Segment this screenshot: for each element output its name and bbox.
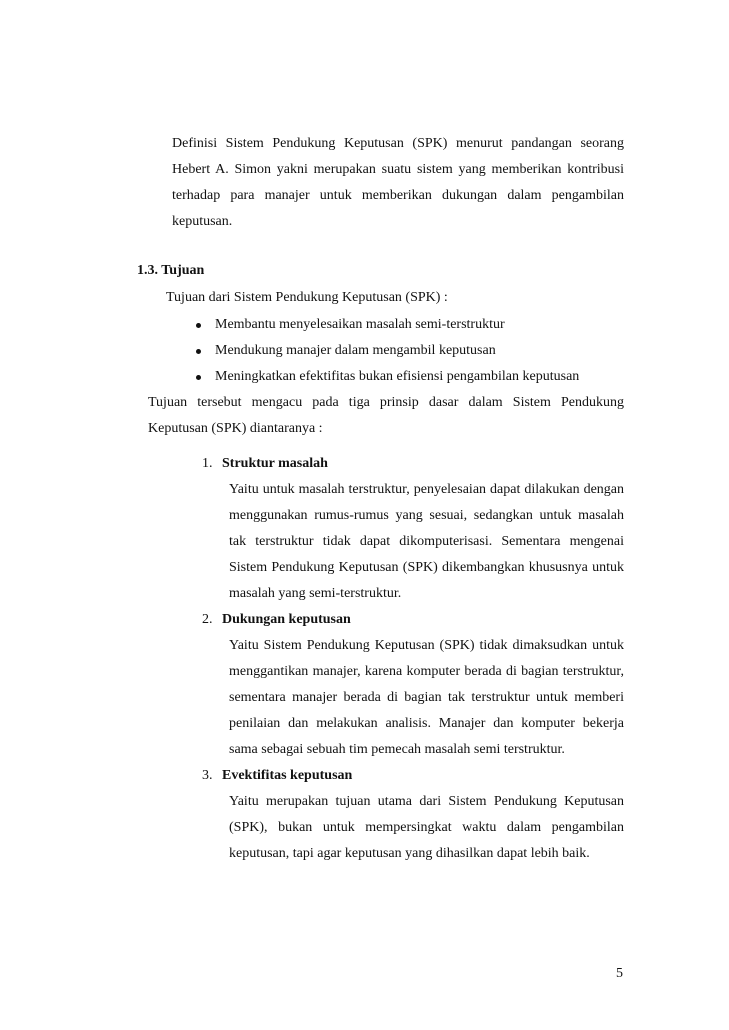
principle-body: Yaitu untuk masalah terstruktur, penyelesaian dapat dilakukan dengan menggunakan rumus-rumus yang sesuai, sedangkan untuk masalah tak terstruktur tidak dapat dikomputerisasi. Sementara mengenai Sistem Pendukung Keputusan (SPK) dikembangkan khususnya untuk masalah yang semi-terstruktur. xyxy=(229,482,624,601)
intro-paragraph: Definisi Sistem Pendukung Keputusan (SPK) menurut pandangan seorang Hebert A. Simon yakni merupakan suatu sistem yang memberikan kontribusi terhadap para manajer untuk memberikan dukungan dalam pengambilan keputusan. xyxy=(172,136,624,229)
bullet-icon xyxy=(196,375,201,380)
principles-list xyxy=(0,451,729,867)
principle-item xyxy=(0,607,729,763)
principle-body: Yaitu merupakan tujuan utama dari Sistem Pendukung Keputusan (SPK), bukan untuk mempersingkat waktu dalam pengambilan keputusan, tapi agar keputusan yang dihasilkan dapat lebih baik. xyxy=(229,794,624,861)
section-intro: Tujuan dari Sistem Pendukung Keputusan (SPK) : xyxy=(166,290,448,305)
principle-item xyxy=(0,763,729,867)
page-number: 5 xyxy=(616,966,623,981)
principle-title: Dukungan keputusan xyxy=(222,612,351,627)
list-marker: 1. xyxy=(202,456,213,471)
bullet-icon xyxy=(196,349,201,354)
principle-item xyxy=(0,451,729,607)
bullet-text: Meningkatkan efektifitas bukan efisiensi pengambilan keputusan xyxy=(215,369,580,384)
list-marker: 2. xyxy=(202,612,213,627)
principle-body: Yaitu Sistem Pendukung Keputusan (SPK) tidak dimaksudkan untuk menggantikan manajer, karena komputer berada di bagian terstruktur, sementara manajer berada di bagian tak terstruktur untuk memberi penilaian dan melakukan analisis. Manajer dan komputer bekerja sama sebagai sebuah tim pemecah masalah semi terstruktur. xyxy=(229,638,624,757)
section-heading: 1.3. Tujuan xyxy=(137,263,205,278)
principles-paragraph: Tujuan tersebut mengacu pada tiga prinsip dasar dalam Sistem Pendukung Keputusan (SPK) diantaranya : xyxy=(148,395,624,436)
principle-title: Evektifitas keputusan xyxy=(222,768,353,783)
bullet-text: Membantu menyelesaikan masalah semi-terstruktur xyxy=(215,317,505,332)
principle-title: Struktur masalah xyxy=(222,456,328,471)
list-marker: 3. xyxy=(202,768,213,783)
bullet-text: Mendukung manajer dalam mengambil keputusan xyxy=(215,343,496,358)
bullet-icon xyxy=(196,323,201,328)
